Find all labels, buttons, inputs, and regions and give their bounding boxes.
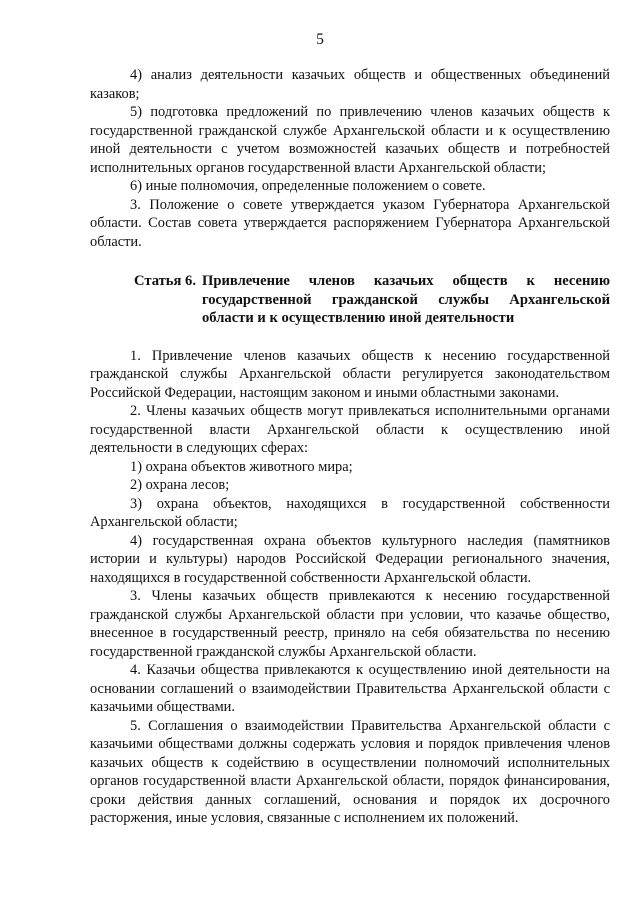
- paragraph: 4. Казачьи общества привлекаются к осуществлению иной деятельности на основании соглашений о взаимодействии Правительства Архангельской области с казачьими обществами.: [90, 662, 610, 715]
- paragraph: 3. Члены казачьих обществ привлекаются к несению государственной гражданской службы Архангельской области при условии, что казачье общество, внесенное в государственный реестр, приняло на себя обязательства по несению государственной гражданской службы Архангельской области.: [90, 588, 610, 660]
- paragraph: 3. Положение о совете утверждается указом Губернатора Архангельской области. Состав совета утверждается распоряжением Губернатора Архангельской области.: [90, 196, 610, 250]
- paragraph: 1. Привлечение членов казачьих обществ к несению государственной гражданской службы Архангельской области регулируется законодательством Российской Федерации, настоящим законом и иными областными законами.: [90, 347, 610, 401]
- list-item: 6) иные полномочия, определенные положением о совете.: [130, 178, 486, 194]
- paragraph: 2. Члены казачьих обществ могут привлекаться исполнительными органами государственной власти Архангельской области к осуществлению иной деятельности в следующих сферах:: [90, 403, 610, 456]
- article-heading: [90, 272, 610, 328]
- article-label: Статья 6.: [134, 273, 196, 289]
- document-body: [90, 66, 610, 828]
- list-item: 1) охрана объектов животного мира;: [130, 458, 353, 475]
- list-item: 4) государственная охрана объектов культурного наследия (памятников истории и культуры) народов Российской Федерации регионального значения, находящихся в государственной собственности Архангельской области.: [90, 532, 610, 586]
- paragraph: 5. Соглашения о взаимодействии Правительства Архангельской области с казачьими обществами должны содержать условия и порядок привлечения членов казачьих обществ к содействию в осуществлении полномочий исполнительных органов государственной власти Архангельской области, порядок финансирования, сроки действия данных соглашений, основания и порядок их досрочного расторжения, иные условия, связанные с исполнением их положений.: [90, 717, 610, 826]
- article-title: Привлечение членов казачьих обществ к несению государственной гражданской службы Архангельской области и к осуществлению иной деятельности: [202, 273, 610, 326]
- list-item: 4) анализ деятельности казачьих обществ и общественных объединений казаков;: [90, 67, 610, 102]
- list-item: 2) охрана лесов;: [130, 477, 230, 493]
- list-item: 5) подготовка предложений по привлечению членов казачьих обществ к государственной гражданской службе Архангельской области и к осуществлению иной деятельности с учетом возможностей казачьих обществ и потребностей исполнительных органов государственной власти Архангельской области;: [90, 104, 610, 176]
- page-number: 5: [316, 31, 324, 48]
- list-item: 3) охрана объектов, находящихся в государственной собственности Архангельской области;: [90, 495, 610, 530]
